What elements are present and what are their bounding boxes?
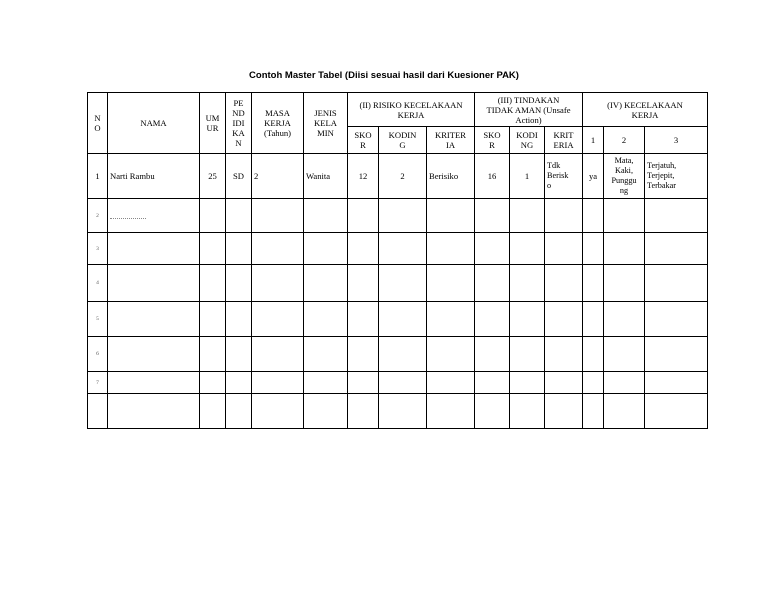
empty-cell: [252, 394, 304, 429]
empty-cell: [645, 199, 708, 233]
empty-cell: [427, 337, 475, 372]
cell-jenis-kelamin: Wanita: [304, 154, 348, 199]
header-risiko-kriteria: KRITER IA: [427, 127, 475, 154]
table-row: [88, 199, 708, 233]
empty-cell: [475, 394, 510, 429]
header-masa-kerja: MASA KERJA (Tahun): [252, 93, 304, 154]
empty-cell: [583, 265, 604, 302]
table-row: [88, 265, 708, 302]
empty-cell: [226, 302, 252, 337]
empty-cell: [510, 199, 545, 233]
empty-cell: [200, 233, 226, 265]
empty-cell: [427, 372, 475, 394]
empty-cell: [475, 265, 510, 302]
empty-cell: [304, 394, 348, 429]
empty-cell: [645, 394, 708, 429]
dotted-placeholder: [110, 212, 146, 219]
empty-cell: [604, 199, 645, 233]
empty-cell: [427, 394, 475, 429]
empty-cell: [200, 337, 226, 372]
empty-cell: [645, 233, 708, 265]
empty-cell: [200, 199, 226, 233]
header-tindakan-skor: SKO R: [475, 127, 510, 154]
empty-cell: [348, 199, 379, 233]
table-row: [88, 372, 708, 394]
table-row: [88, 233, 708, 265]
header-tindakan-koding: KODI NG: [510, 127, 545, 154]
empty-cell: [304, 372, 348, 394]
empty-cell: [348, 302, 379, 337]
empty-cell: [604, 302, 645, 337]
empty-cell: [348, 394, 379, 429]
cell-no: 3: [88, 233, 108, 265]
empty-cell: [108, 265, 200, 302]
empty-cell: [226, 394, 252, 429]
empty-cell: [108, 372, 200, 394]
empty-cell: [226, 337, 252, 372]
empty-cell: [200, 265, 226, 302]
empty-cell: [304, 302, 348, 337]
empty-cell: [427, 199, 475, 233]
empty-cell: [226, 265, 252, 302]
empty-cell: [108, 302, 200, 337]
empty-cell: [108, 233, 200, 265]
cell-risiko-kriteria: Berisiko: [427, 154, 475, 199]
empty-cell: [475, 372, 510, 394]
empty-cell: [545, 337, 583, 372]
empty-cell: [252, 337, 304, 372]
header-tindakan: (III) TINDAKAN TIDAK AMAN (Unsafe Action): [475, 93, 583, 127]
empty-cell: [475, 233, 510, 265]
empty-cell: [252, 372, 304, 394]
empty-cell: [108, 337, 200, 372]
empty-cell: [475, 199, 510, 233]
empty-cell: [475, 337, 510, 372]
cell-no: 7: [88, 372, 108, 394]
empty-cell: [645, 372, 708, 394]
empty-cell: [427, 233, 475, 265]
empty-cell: [304, 337, 348, 372]
empty-cell: [604, 337, 645, 372]
empty-cell: [604, 394, 645, 429]
cell-pendidikan: SD: [226, 154, 252, 199]
cell-kecelakaan-2: Mata, Kaki, Punggu ng: [604, 154, 645, 199]
cell-no: 1: [88, 154, 108, 199]
cell-nama: Narti Rambu: [108, 154, 200, 199]
empty-cell: [475, 302, 510, 337]
header-risiko-koding: KODIN G: [379, 127, 427, 154]
header-risiko-skor: SKO R: [348, 127, 379, 154]
empty-cell: [583, 199, 604, 233]
empty-cell: [645, 302, 708, 337]
empty-rows: [88, 199, 708, 429]
table-row: [88, 302, 708, 337]
header-kecelakaan: (IV) KECELAKAAN KERJA: [583, 93, 708, 127]
cell-nama: [108, 199, 200, 233]
empty-cell: [545, 394, 583, 429]
empty-cell: [545, 199, 583, 233]
empty-cell: [645, 265, 708, 302]
header-jenis-kelamin: JENIS KELA MIN: [304, 93, 348, 154]
empty-cell: [252, 199, 304, 233]
cell-umur: 25: [200, 154, 226, 199]
empty-cell: [604, 233, 645, 265]
cell-masa-kerja: 2: [252, 154, 304, 199]
empty-cell: [348, 265, 379, 302]
header-nama: NAMA: [108, 93, 200, 154]
empty-cell: [379, 372, 427, 394]
cell-no: 4: [88, 265, 108, 302]
empty-cell: [427, 265, 475, 302]
header-tindakan-kriteria: KRIT ERIA: [545, 127, 583, 154]
cell-risiko-skor: 12: [348, 154, 379, 199]
master-table: [87, 92, 708, 429]
header-pendidikan: PE ND IDI KA N: [226, 93, 252, 154]
empty-cell: [545, 372, 583, 394]
empty-cell: [510, 372, 545, 394]
header-umur: UM UR: [200, 93, 226, 154]
header-row-1: [88, 93, 708, 127]
cell-no: 2: [88, 199, 108, 233]
cell-kecelakaan-3: Terjatuh, Terjepit, Terbakar: [645, 154, 708, 199]
empty-cell: [510, 233, 545, 265]
empty-cell: [200, 302, 226, 337]
cell-no: 6: [88, 337, 108, 372]
cell-tindakan-skor: 16: [475, 154, 510, 199]
empty-cell: [545, 265, 583, 302]
empty-cell: [545, 302, 583, 337]
table-row: [88, 394, 708, 429]
cell-no: [88, 394, 108, 429]
empty-cell: [510, 265, 545, 302]
empty-cell: [583, 302, 604, 337]
cell-kecelakaan-1: ya: [583, 154, 604, 199]
cell-risiko-koding: 2: [379, 154, 427, 199]
header-kecelakaan-2: 2: [604, 127, 645, 154]
empty-cell: [583, 394, 604, 429]
empty-cell: [348, 372, 379, 394]
empty-cell: [252, 302, 304, 337]
empty-cell: [200, 394, 226, 429]
cell-no: 5: [88, 302, 108, 337]
empty-cell: [427, 302, 475, 337]
cell-tindakan-koding: 1: [510, 154, 545, 199]
empty-cell: [583, 337, 604, 372]
empty-cell: [379, 337, 427, 372]
empty-cell: [583, 233, 604, 265]
empty-cell: [348, 233, 379, 265]
empty-cell: [379, 394, 427, 429]
empty-cell: [108, 394, 200, 429]
table-row: [88, 154, 708, 199]
empty-cell: [379, 233, 427, 265]
empty-cell: [510, 337, 545, 372]
empty-cell: [200, 372, 226, 394]
header-kecelakaan-1: 1: [583, 127, 604, 154]
empty-cell: [304, 199, 348, 233]
table-row: [88, 337, 708, 372]
empty-cell: [379, 302, 427, 337]
empty-cell: [379, 265, 427, 302]
empty-cell: [226, 372, 252, 394]
empty-cell: [645, 337, 708, 372]
cell-tindakan-kriteria: Tdk Berisk o: [545, 154, 583, 199]
empty-cell: [304, 233, 348, 265]
empty-cell: [226, 233, 252, 265]
empty-cell: [304, 265, 348, 302]
empty-cell: [348, 337, 379, 372]
empty-cell: [252, 233, 304, 265]
header-kecelakaan-3: 3: [645, 127, 708, 154]
empty-cell: [604, 265, 645, 302]
table-title: Contoh Master Tabel (Diisi sesuai hasil dari Kuesioner PAK): [249, 70, 519, 81]
empty-cell: [252, 265, 304, 302]
empty-cell: [583, 372, 604, 394]
header-risiko: (II) RISIKO KECELAKAAN KERJA: [348, 93, 475, 127]
empty-cell: [510, 394, 545, 429]
header-no: N O: [88, 93, 108, 154]
empty-cell: [379, 199, 427, 233]
empty-cell: [545, 233, 583, 265]
empty-cell: [604, 372, 645, 394]
empty-cell: [226, 199, 252, 233]
empty-cell: [510, 302, 545, 337]
